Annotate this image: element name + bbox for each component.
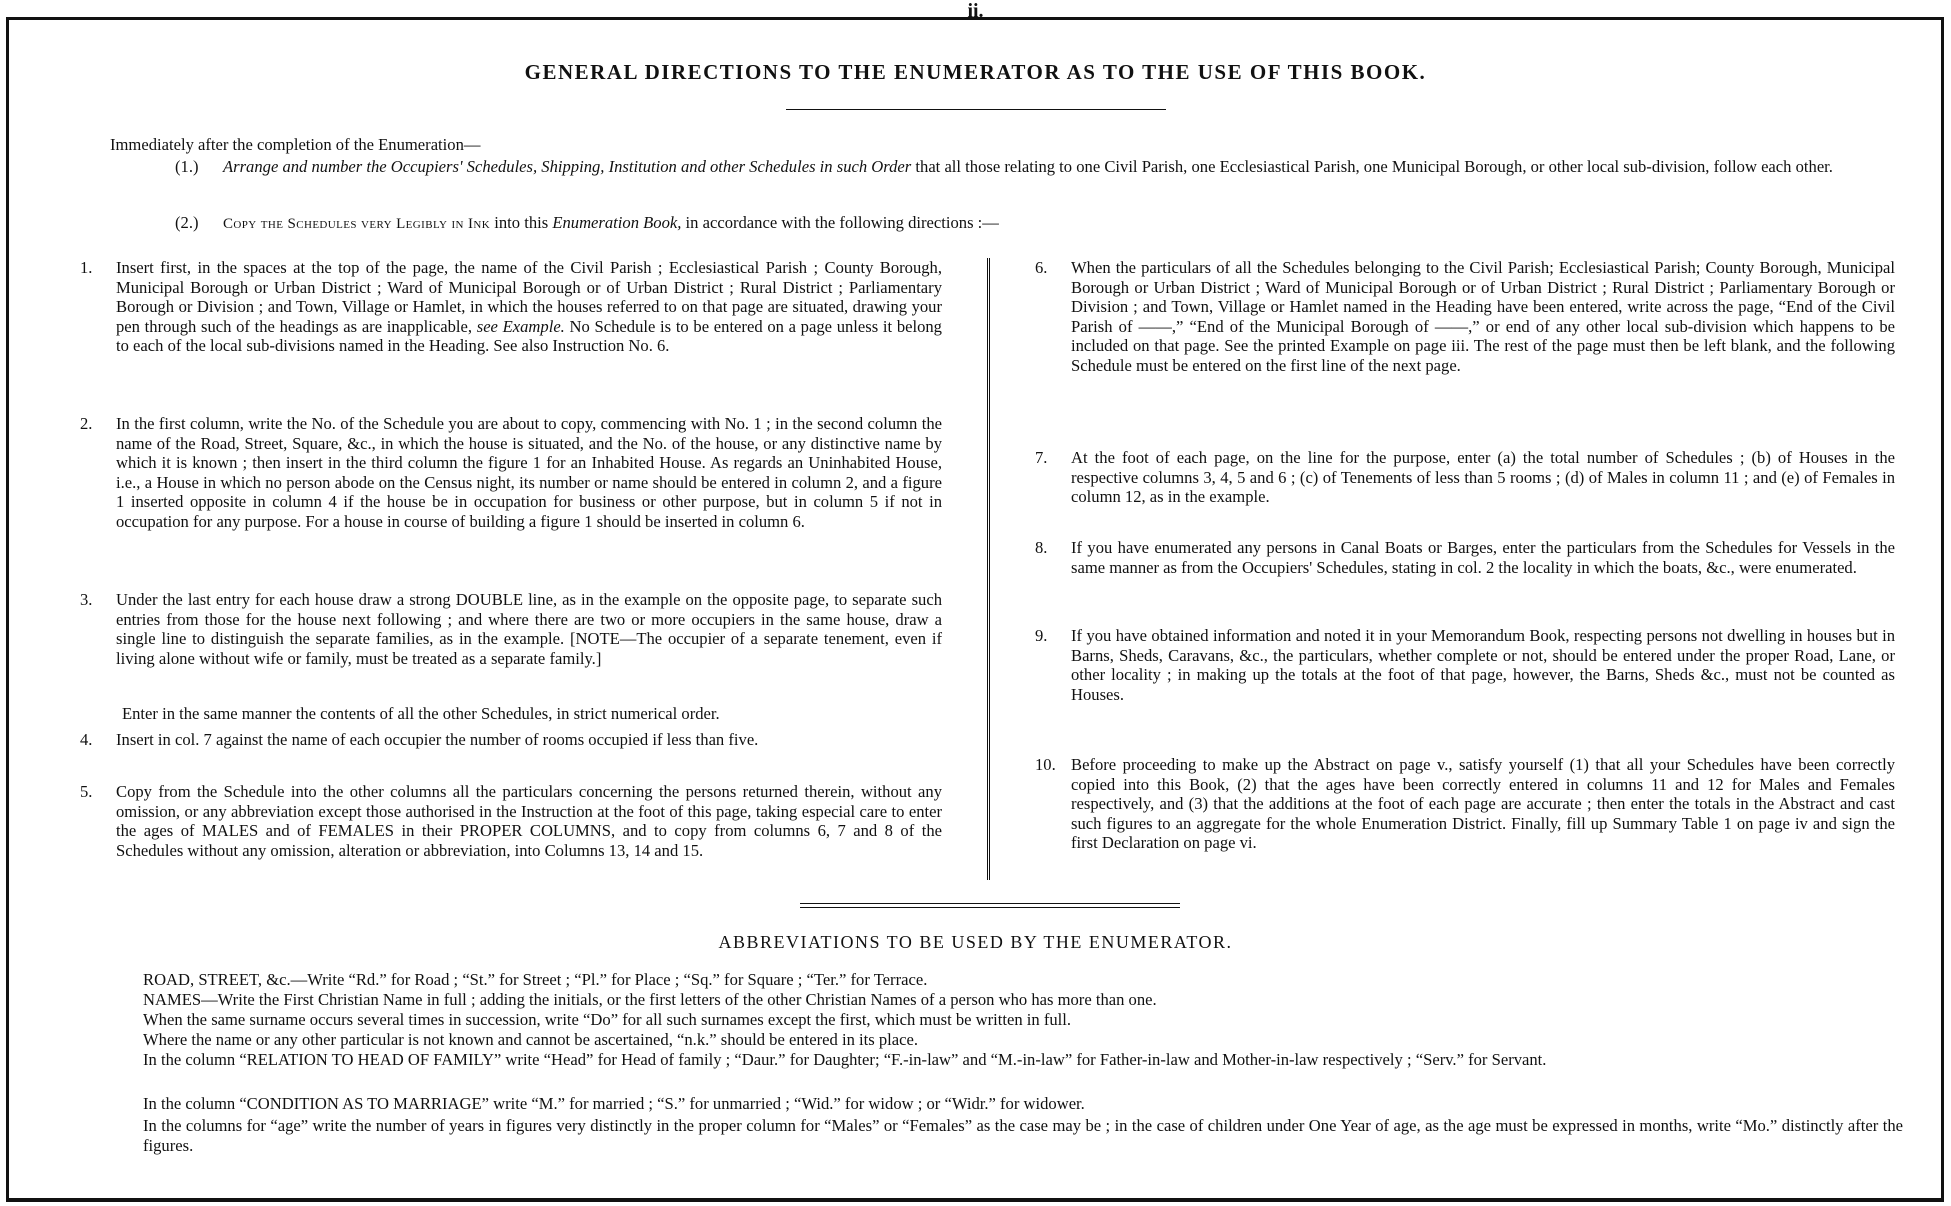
intro-item-2-number: (2.) xyxy=(175,213,199,232)
instruction-4-text: Insert in col. 7 against the name of each occupier the number of rooms occupied if less than five. xyxy=(116,730,759,749)
title-rule xyxy=(786,109,1166,110)
page-number: ii. xyxy=(967,0,984,22)
instruction-6-text: When the particulars of all the Schedules belonging to the Civil Parish; Ecclesiastical Parish; County Borough, Municipal Borough or Urban District ; Ward of Municipal Borough or of Urban District ; Rural District ; Parliamentary Borough or Division ; and Town, Village or Hamlet named in the Heading have been entered, write across the page, “End of the Civil Parish of ——,” “End of the Municipal Borough of ——,” or end of any other local sub-division which happens to be included on that page. See the printed Example on page iii. The rest of the page must then be left blank, and the following Schedule must be entered on the first line of the next page. xyxy=(1071,258,1895,375)
intro-item-1-rest: that all those relating to one Civil Parish, one Ecclesiastical Parish, one Municipal Borough, or other local sub-division, follow each other. xyxy=(911,157,1833,176)
instruction-2-number: 2. xyxy=(80,414,93,433)
instruction-1-text2: No Schedule is to be entered on a page unless it belong to each of the local sub-divisions named in the Heading. See also Instruction No. 6. xyxy=(116,316,942,356)
abbreviation-line-7: In the columns for “age” write the number of years in figures very distinctly in the proper column for “Males” or “Females” as the case may be ; in the case of children under One Year of age, as the age must be expressed in months, write “Mo.” distinctly after the figures. xyxy=(143,1116,1903,1155)
instruction-3-text: Under the last entry for each house draw a strong DOUBLE line, as in the example on the opposite page, to separate such entries from those for the house next following ; and where there are two or more occupiers in the same house, draw a single line to distinguish the separate families, as in the example. [NOTE—The occupier of a separate tenement, even if living alone without wife or family, must be treated as a separate family.] xyxy=(116,590,942,668)
abbreviation-line-3: When the same surname occurs several times in succession, write “Do” for all such surnames except the first, which must be written in full. xyxy=(143,1010,1072,1029)
abbreviation-line-4: Where the name or any other particular is not known and cannot be ascertained, “n.k.” should be entered in its place. xyxy=(143,1030,919,1049)
instruction-2-text: In the first column, write the No. of the Schedule you are about to copy, commencing with No. 1 ; in the second column the name of the Road, Street, Square, &c., in which the house is situated, and the No. of the house, or any distinctive name by which it is known ; then insert in the third column the figure 1 for an Inhabited House. As regards an Uninhabited House, i.e., a House in which no person abode on the Census night, its number or name should be entered in column 2, and a figure 1 inserted opposite in column 4 if the house be in occupation for business or other purpose, but in column 5 if not in occupation for any purpose. For a house in course of building a figure 1 should be inserted in column 6. xyxy=(116,414,942,531)
intro-item-2-lead: Copy the Schedules very Legibly in Ink xyxy=(223,216,491,232)
intro-item-1-number: (1.) xyxy=(175,157,199,176)
instruction-1-text: Insert first, in the spaces at the top of the page, the name of the Civil Parish ; Ecclesiastical Parish ; County Borough, Municipal Borough or Urban District ; Ward of Municipal Borough or of Urban District ; Rural District ; Parliamentary Borough or Division ; and Town, Village or Hamlet, in which the houses referred to on that page are situated, drawing your pen through such of the headings as are inapplicable, xyxy=(116,258,942,336)
instruction-3b-text: Enter in the same manner the contents of all the other Schedules, in strict numerical order. xyxy=(122,704,720,723)
instruction-7-text: At the foot of each page, on the line for the purpose, enter (a) the total number of Schedules ; (b) of Houses in the respective columns 3, 4, 5 and 6 ; (c) of Tenements of less than 5 rooms ; (d) of Males in column 11 ; and (e) of Females in column 12, as in the example. xyxy=(1071,448,1895,507)
instruction-8-number: 8. xyxy=(1035,538,1048,557)
instruction-6-number: 6. xyxy=(1035,258,1048,277)
instruction-7-number: 7. xyxy=(1035,448,1048,467)
page-border-bottom xyxy=(6,1200,1944,1202)
section-rule-2 xyxy=(800,907,1180,908)
intro-item-1-lead: Arrange and number the Occupiers' Schedules, Shipping, Institution and other Schedules in such Order xyxy=(223,157,912,176)
instruction-1-number: 1. xyxy=(80,258,93,277)
instruction-3-number: 3. xyxy=(80,590,93,609)
instruction-5-number: 5. xyxy=(80,782,93,801)
abbreviations-title: ABBREVIATIONS TO BE USED BY THE ENUMERATOR. xyxy=(718,932,1233,952)
instruction-8-text: If you have enumerated any persons in Canal Boats or Barges, enter the particulars from the Schedules for Vessels in the same manner as from the Occupiers' Schedules, stating in col. 2 the locality in which the boats, &c., were enumerated. xyxy=(1071,538,1895,577)
instruction-10-text: Before proceeding to make up the Abstract on page v., satisfy yourself (1) that all your Schedules have been correctly copied into this Book, (2) that the ages have been correctly entered in columns 11 and 12 for Males and Females respectively, and (3) that the additions at the foot of each page are accurate ; then enter the totals in the Abstract and cast such figures to an aggregate for the whole Enumeration District. Finally, fill up Summary Table 1 on page iv and sign the first Declaration on page vi. xyxy=(1071,755,1895,853)
abbreviation-line-1: ROAD, STREET, &c.—Write “Rd.” for Road ; “St.” for Street ; “Pl.” for Place ; “Sq.” for Square ; “Ter.” for Terrace. xyxy=(143,970,928,989)
intro-text: Immediately after the completion of the Enumeration— xyxy=(110,135,481,154)
abbreviation-line-2: NAMES—Write the First Christian Name in full ; adding the initials, or the first letters of the other Christian Names of a person who has more than one. xyxy=(143,990,1157,1009)
column-divider xyxy=(987,258,990,880)
instruction-1-italic: see Example. xyxy=(476,316,565,336)
instruction-9-text: If you have obtained information and noted it in your Memorandum Book, respecting persons not dwelling in houses but in Barns, Sheds, Caravans, &c., the particulars, whether complete or not, should be entered under the proper Road, Lane, or other locality ; in making up the totals at the foot of that page, however, the Barns, Sheds &c., must not be counted as Houses. xyxy=(1071,626,1895,704)
page-title: GENERAL DIRECTIONS TO THE ENUMERATOR AS TO THE USE OF THIS BOOK. xyxy=(524,60,1427,84)
intro-item-2-rest: in accordance with the following directions :— xyxy=(681,213,999,232)
abbreviation-line-5: In the column “RELATION TO HEAD OF FAMILY” write “Head” for Head of family ; “Daur.” for Daughter; “F.-in-law” and “M.-in-law” for Father-in-law and Mother-in-law respectively ; “Serv.” for Servant. xyxy=(143,1050,1547,1069)
intro-item-2-book: Enumeration Book, xyxy=(552,213,682,232)
abbreviation-line-6: In the column “CONDITION AS TO MARRIAGE” write “M.” for married ; “S.” for unmarried ; “Wid.” for widow ; or “Widr.” for widower. xyxy=(143,1094,1085,1113)
instruction-5-text: Copy from the Schedule into the other columns all the particulars concerning the persons returned therein, without any omission, or any abbreviation except those authorised in the Instruction at the foot of this page, taking especial care to enter the ages of MALES and of FEMALES in their PROPER COLUMNS, and to copy from columns 6, 7 and 8 of the Schedules without any omission, alteration or abbreviation, into Columns 13, 14 and 15. xyxy=(116,782,942,860)
section-rule-1 xyxy=(800,903,1180,904)
instruction-4-number: 4. xyxy=(80,730,93,749)
intro-item-2-mid: into this xyxy=(490,213,553,232)
instruction-10-number: 10. xyxy=(1035,755,1056,774)
instruction-9-number: 9. xyxy=(1035,626,1048,645)
